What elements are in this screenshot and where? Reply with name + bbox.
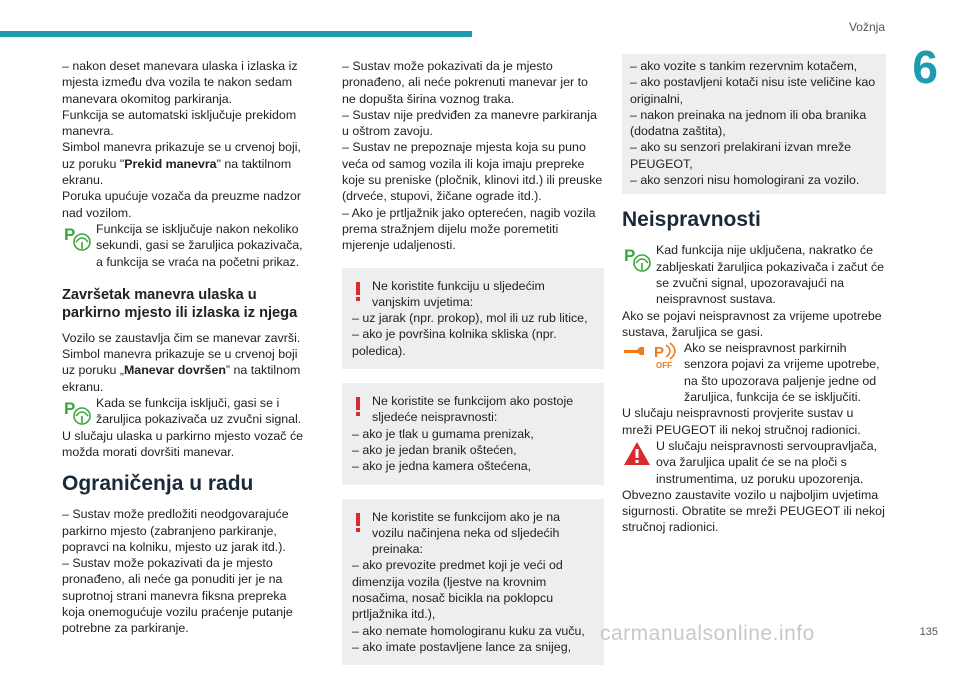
parking-assist-green-icon xyxy=(62,222,92,252)
warning-box xyxy=(342,383,604,484)
section-title: Vožnja xyxy=(848,20,885,34)
paragraph: Vozilo se zaustavlja čim se manevar završi. xyxy=(62,330,301,345)
paragraph: – Sustav može pokazivati da je mjesto pronađeno, ali neće pokrenuti manevar jer to ne dopušta širina voznog traka. xyxy=(342,59,588,106)
page-number: 135 xyxy=(919,626,938,638)
subheading-end-manoeuvre: Završetak manevra ulaska u parkirno mjesto ili izlaska iz njega xyxy=(62,286,298,321)
paragraph: Simbol manevra prikazuje se u crvenoj boji, uz poruku "Prekid manevra" na taktilnom ekranu. xyxy=(62,140,301,188)
list-item: – ako imate postavljene lance za snijeg, xyxy=(352,639,572,654)
heading-limitations: Ograničenja u radu xyxy=(62,472,254,496)
warning-text: Ne koristite funkciju u sljedećim vanjskim uvjetima: xyxy=(372,278,545,309)
steering-warning-icon xyxy=(622,439,652,469)
top-accent-bar xyxy=(0,31,472,37)
svg-text:P: P xyxy=(654,344,665,362)
exclamation-icon xyxy=(354,397,362,417)
list-item: – ako vozite s tankim rezervnim kotačem, xyxy=(630,59,858,73)
paragraph: – Sustav može pokazivati da je mjesto pronađeno, ali neće ga ponuditi jer je na suprotnoj strani manevra fiksna prepreka koja onemogućuje vozilu praćenje putanje potrebne za parkiranje. xyxy=(62,556,293,636)
icon-paragraph-text: Kada se funkcija isključi, gasi se i žaruljica pokazivača uz zvučni signal. xyxy=(96,396,302,427)
off-label: OFF xyxy=(656,361,672,370)
svg-text:P: P xyxy=(624,246,636,266)
icon-paragraph-text: Ako se neispravnost parkirnih senzora pojavi za vrijeme upotrebe, na što upozorava paljenje jedne od žaruljica, funkcija će se isključiti. xyxy=(684,341,880,405)
list-item: – ako je jedna kamera oštećena, xyxy=(352,459,532,474)
paragraph: U slučaju neispravnosti provjerite sustav u mreži PEUGEOT ili nekoj stručnoj radionici. xyxy=(622,406,861,437)
icon-paragraph-text: Funkcija se isključuje nakon nekoliko sekundi, gasi se žaruljica pokazivača, a funkcija se vraća na početni prikaz. xyxy=(96,221,303,269)
list-item: – nakon preinaka na jednom ili oba branika (dodatna zaštita), xyxy=(630,107,867,139)
paragraph: Ako se pojavi neispravnost za vrijeme upotrebe sustava, žaruljica se gasi. xyxy=(622,308,882,339)
list-item: – ako su senzori prelakirani izvan mreže PEUGEOT, xyxy=(630,140,852,171)
list-item: – uz jarak (npr. prokop), mol ili uz rub litice, xyxy=(352,311,588,326)
warning-text: Ne koristite se funkcijom ako postoje sljedeće neispravnosti: xyxy=(372,394,574,425)
list-item: – ako prevozite predmet koji je veći od dimenzija vozila (ljestve na krovnim nosačima, nosač bicikla na poklopcu prtljažnika itd.), xyxy=(352,558,563,622)
warning-box xyxy=(342,499,604,666)
paragraph: – Sustav ne prepoznaje mjesta koja su puno veća od samog vozila ili koja imaju prepreke koje su preniske (pločnik, klinovi itd.) ili preuske (drveće, stupovi, žičane ograde itd.). xyxy=(342,140,603,204)
icon-paragraph xyxy=(622,242,886,307)
list-item: – ako je površina kolnika skliska (npr. poledica). xyxy=(352,327,557,358)
warning-text: Ne koristite se funkcijom ako je na vozilu načinjena neka od sljedećih preinaka: xyxy=(372,509,561,557)
warning-box xyxy=(342,268,604,369)
parking-assist-green-icon xyxy=(62,396,92,426)
list-item: – ako je jedan branik oštećen, xyxy=(352,442,517,457)
paragraph: U slučaju ulaska u parkirno mjesto vozač će možda morati dovršiti manevar. xyxy=(62,428,304,459)
column-3 xyxy=(622,58,886,536)
column-2 xyxy=(342,58,604,679)
exclamation-icon xyxy=(354,513,362,533)
list-item: – ako nemate homologiranu kuku za vuču, xyxy=(352,623,585,638)
paragraph: Funkcija se automatski isključuje prekidom manevra. xyxy=(62,107,297,139)
icon-paragraph-text: Kad funkcija nije uključena, nakratko će zabljeskati žaruljica pokazivača i začut će se zvučni signal, upozoravajući na neispravnost sustava. xyxy=(656,243,884,307)
paragraph: Simbol manevra prikazuje se u crvenoj boji uz poruku „Manevar dovršen” na taktilnom ekranu. xyxy=(62,347,301,394)
watermark: carmanualsonline.info xyxy=(600,622,815,645)
icon-paragraph-text: U slučaju neispravnosti servoupravljača, ova žaruljica upalit će se na ploči s instrumentima, uz poruku upozorenja. xyxy=(656,438,878,486)
parking-assist-green-icon xyxy=(622,243,652,273)
exclamation-icon xyxy=(354,282,362,302)
list-item: – ako je tlak u gumama prenizak, xyxy=(352,426,534,441)
icon-paragraph xyxy=(622,438,886,487)
parking-sensors-off-icon xyxy=(622,341,682,369)
paragraph: – Ako je prtljažnik jako opterećen, nagib vozila prema stražnjem dijelu može poremetiti mjerenje udaljenosti. xyxy=(342,205,596,253)
icon-paragraph xyxy=(62,221,312,270)
list-item: – ako senzori nisu homologirani za vozilo. xyxy=(630,173,860,188)
paragraph: Poruka upućuje vozača da preuzme nadzor nad vozilom. xyxy=(62,189,302,220)
column-1 xyxy=(62,58,312,637)
paragraph: – Sustav nije predviđen za manevre parkiranja u oštrom zavoju. xyxy=(342,107,597,139)
svg-text:P: P xyxy=(64,224,76,244)
list-item: – ako postavljeni kotači nisu iste veličine kao originalni, xyxy=(630,75,876,106)
icon-paragraph xyxy=(62,395,312,428)
paragraph: – nakon deset manevara ulaska i izlaska iz mjesta između dva vozila te nakon sedam manevara okomitog parkiranja. xyxy=(62,59,298,106)
paragraph: Obvezno zaustavite vozilo u najboljim uvjetima sigurnosti. Obratite se mreži PEUGEOT ili nekoj stručnoj radionici. xyxy=(622,487,885,535)
svg-text:P: P xyxy=(64,399,76,419)
paragraph: – Sustav može predložiti neodgovarajuće parkirno mjesto (zabranjeno parkiranje, popravci na kolniku, mjesto uz jarak itd.). xyxy=(62,507,289,554)
continued-warning-box xyxy=(622,54,886,194)
icon-paragraph xyxy=(622,340,886,405)
chapter-number: 6 xyxy=(912,41,938,93)
heading-faults: Neispravnosti xyxy=(622,208,761,232)
